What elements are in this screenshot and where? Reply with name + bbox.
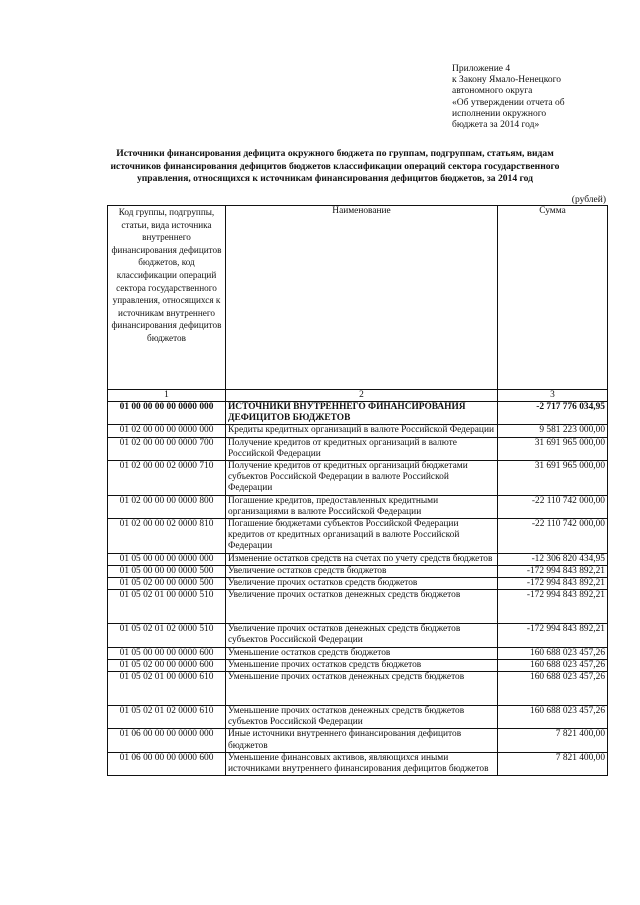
row-code: 01 02 00 00 00 0000 700 bbox=[108, 437, 226, 460]
row-amount: -172 994 843 892,21 bbox=[498, 578, 608, 590]
table-row bbox=[108, 706, 608, 729]
row-name: Уменьшение остатков средств бюджетов bbox=[226, 647, 498, 659]
row-amount: -172 994 843 892,21 bbox=[498, 624, 608, 647]
table-header-row bbox=[108, 206, 608, 390]
table-row bbox=[108, 565, 608, 577]
row-amount: -172 994 843 892,21 bbox=[498, 590, 608, 624]
row-amount: -22 110 742 000,00 bbox=[498, 519, 608, 554]
appendix-line: бюджета за 2014 год» bbox=[452, 120, 540, 131]
header-code: Код группы, подгруппы, статьи, вида источника внутреннего финансирования дефицитов бюджетов, код классификации операций сектора государственного управления, относящихся к источникам внутреннего финансирования дефицитов бюджетов bbox=[108, 206, 226, 390]
row-amount: -2 717 776 034,95 bbox=[498, 402, 608, 425]
row-amount: 160 688 023 457,26 bbox=[498, 659, 608, 671]
row-code: 01 05 02 01 00 0000 610 bbox=[108, 672, 226, 706]
column-number: 3 bbox=[498, 390, 608, 402]
row-amount: 160 688 023 457,26 bbox=[498, 706, 608, 729]
row-name: Получение кредитов от кредитных организаций бюджетами субъектов Российской Федерации в валюте Российской Федерации bbox=[226, 461, 498, 496]
row-name: Погашение кредитов, предоставленных кредитными организациями в валюте Российской Федерации bbox=[226, 495, 498, 518]
appendix-line: к Закону Ямало-Ненецкого bbox=[452, 75, 562, 86]
column-number: 2 bbox=[226, 390, 498, 402]
row-name: Уменьшение прочих остатков средств бюджетов bbox=[226, 659, 498, 671]
table-row bbox=[108, 553, 608, 565]
row-amount: 7 821 400,00 bbox=[498, 729, 608, 752]
row-amount: 9 581 223 000,00 bbox=[498, 425, 608, 437]
row-name: ИСТОЧНИКИ ВНУТРЕННЕГО ФИНАНСИРОВАНИЯ ДЕФИЦИТОВ БЮДЖЕТОВ bbox=[226, 402, 498, 425]
table-row bbox=[108, 461, 608, 496]
table-row bbox=[108, 590, 608, 624]
row-code: 01 05 00 00 00 0000 500 bbox=[108, 565, 226, 577]
row-name: Уменьшение прочих остатков денежных средств бюджетов субъектов Российской Федерации bbox=[226, 706, 498, 729]
row-amount: 7 821 400,00 bbox=[498, 752, 608, 775]
table-row bbox=[108, 672, 608, 706]
table-row bbox=[108, 519, 608, 554]
row-name: Увеличение остатков средств бюджетов bbox=[226, 565, 498, 577]
row-amount: -172 994 843 892,21 bbox=[498, 565, 608, 577]
column-number: 1 bbox=[108, 390, 226, 402]
appendix-line: исполнении окружного bbox=[452, 108, 547, 119]
row-code: 01 02 00 00 00 0000 000 bbox=[108, 425, 226, 437]
title-line: управления, относящихся к источникам финансирования дефицитов бюджетов, за 2014 год bbox=[136, 173, 534, 184]
table-row bbox=[108, 578, 608, 590]
appendix-line: «Об утверждении отчета об bbox=[452, 97, 565, 108]
title-line: источников финансирования дефицитов бюджетов классификации операций сектора государственного bbox=[110, 160, 560, 172]
header-name: Наименование bbox=[226, 206, 498, 390]
row-name: Увеличение прочих остатков денежных средств бюджетов субъектов Российской Федерации bbox=[226, 624, 498, 647]
units-label: (рублей) bbox=[571, 195, 606, 205]
row-amount: 160 688 023 457,26 bbox=[498, 647, 608, 659]
row-name: Изменение остатков средств на счетах по учету средств бюджетов bbox=[226, 553, 498, 565]
row-name: Иные источники внутреннего финансирования дефицитов бюджетов bbox=[226, 729, 498, 752]
row-name: Увеличение прочих остатков денежных средств бюджетов bbox=[226, 590, 498, 624]
row-name: Погашение бюджетами субъектов Российской Федерации кредитов от кредитных организаций в валюте Российской Федерации bbox=[226, 519, 498, 554]
row-amount: 31 691 965 000,00 bbox=[498, 437, 608, 460]
table-row bbox=[108, 437, 608, 460]
row-code: 01 05 02 00 00 0000 600 bbox=[108, 659, 226, 671]
row-code: 01 02 00 00 02 0000 810 bbox=[108, 519, 226, 554]
table-row bbox=[108, 425, 608, 437]
row-amount: -22 110 742 000,00 bbox=[498, 495, 608, 518]
table-row bbox=[108, 647, 608, 659]
row-code: 01 06 00 00 00 0000 600 bbox=[108, 752, 226, 775]
table-row bbox=[108, 729, 608, 752]
table-row bbox=[108, 402, 608, 425]
row-code: 01 00 00 00 00 0000 000 bbox=[108, 402, 226, 425]
row-code: 01 05 02 01 02 0000 610 bbox=[108, 706, 226, 729]
header-amount: Сумма bbox=[498, 206, 608, 390]
row-code: 01 02 00 00 00 0000 800 bbox=[108, 495, 226, 518]
appendix-line: Приложение 4 bbox=[452, 64, 511, 74]
row-amount: 160 688 023 457,26 bbox=[498, 672, 608, 706]
appendix-line: автономного округа bbox=[452, 86, 533, 97]
document-title bbox=[100, 148, 570, 186]
row-code: 01 02 00 00 02 0000 710 bbox=[108, 461, 226, 496]
row-name: Получение кредитов от кредитных организаций в валюте Российской Федерации bbox=[226, 437, 498, 460]
financing-sources-table bbox=[107, 205, 608, 776]
appendix-note bbox=[452, 64, 622, 131]
row-code: 01 05 00 00 00 0000 600 bbox=[108, 647, 226, 659]
row-code: 01 05 02 01 00 0000 510 bbox=[108, 590, 226, 624]
row-amount: -12 306 820 434,95 bbox=[498, 553, 608, 565]
row-name: Кредиты кредитных организаций в валюте Российской Федерации bbox=[226, 425, 498, 437]
row-name: Уменьшение прочих остатков денежных средств бюджетов bbox=[226, 672, 498, 706]
table-row bbox=[108, 752, 608, 775]
table-row bbox=[108, 624, 608, 647]
row-name: Увеличение прочих остатков средств бюджетов bbox=[226, 578, 498, 590]
table-row bbox=[108, 495, 608, 518]
row-name: Уменьшение финансовых активов, являющихся иными источниками внутреннего финансирования дефицитов бюджетов bbox=[226, 752, 498, 775]
row-amount: 31 691 965 000,00 bbox=[498, 461, 608, 496]
row-code: 01 06 00 00 00 0000 000 bbox=[108, 729, 226, 752]
column-number-row bbox=[108, 390, 608, 402]
title-line: Источники финансирования дефицита окружного бюджета по группам, подгруппам, статьям, видам bbox=[116, 148, 554, 159]
row-code: 01 05 02 01 02 0000 510 bbox=[108, 624, 226, 647]
table-row bbox=[108, 659, 608, 671]
row-code: 01 05 00 00 00 0000 000 bbox=[108, 553, 226, 565]
row-code: 01 05 02 00 00 0000 500 bbox=[108, 578, 226, 590]
